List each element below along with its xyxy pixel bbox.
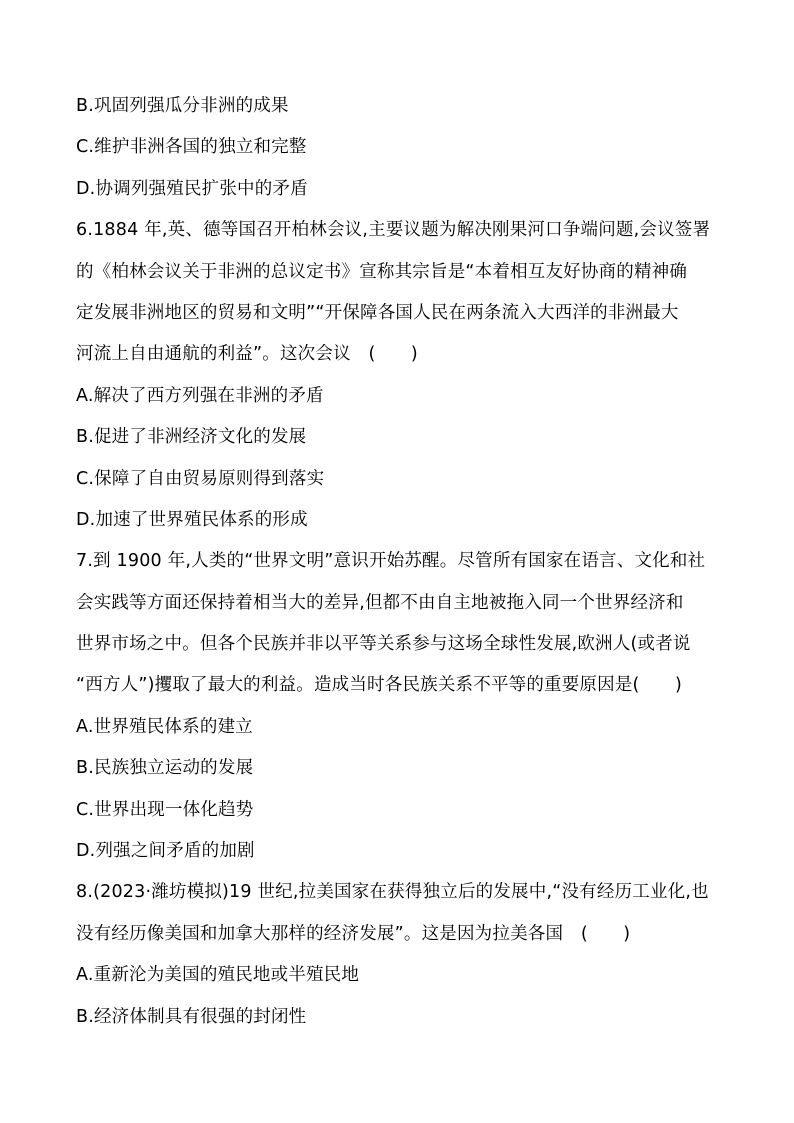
question-7-line-4: “西方人”)攫取了最大的利益。造成当时各民族关系不平等的重要原因是( ) bbox=[76, 675, 683, 696]
question-8-option-a: A.重新沦为美国的殖民地或半殖民地 bbox=[76, 965, 360, 986]
question-8-line-2: 没有经历像美国和加拿大那样的经济发展”。这是因为拉美各国 ( ) bbox=[76, 923, 631, 944]
question-7-option-d: D.列强之间矛盾的加剧 bbox=[76, 841, 255, 862]
option-6d-prev: D.协调列强殖民扩张中的矛盾 bbox=[76, 178, 308, 199]
question-6-option-c: C.保障了自由贸易原则得到落实 bbox=[76, 468, 325, 489]
question-8-line-1: 8.(2023·潍坊模拟)19 世纪,拉美国家在获得独立后的发展中,“没有经历工业化,也 bbox=[76, 882, 709, 903]
question-6-option-a: A.解决了西方列强在非洲的矛盾 bbox=[76, 385, 324, 406]
option-6c-prev: C.维护非洲各国的独立和完整 bbox=[76, 137, 307, 158]
document-page bbox=[76, 96, 726, 1027]
question-6-option-b: B.促进了非洲经济文化的发展 bbox=[76, 427, 307, 448]
question-6-line-1: 6.1884 年,英、德等国召开柏林会议,主要议题为解决刚果河口争端问题,会议签署 bbox=[76, 220, 711, 241]
question-7-option-b: B.民族独立运动的发展 bbox=[76, 758, 254, 779]
question-6-line-3: 定发展非洲地区的贸易和文明”“开保障各国人民在两条流入大西洋的非洲最大 bbox=[76, 302, 679, 323]
question-7-option-a: A.世界殖民体系的建立 bbox=[76, 716, 253, 737]
question-7-line-2: 会实践等方面还保持着相当大的差异,但都不由自主地被拖入同一个世界经济和 bbox=[76, 592, 684, 613]
question-6-line-2: 的《柏林会议关于非洲的总议定书》宣称其宗旨是“本着相互友好协商的精神确 bbox=[76, 261, 688, 282]
question-7-line-1: 7.到 1900 年,人类的“世界文明”意识开始苏醒。尽管所有国家在语言、文化和社 bbox=[76, 551, 706, 572]
question-7-option-c: C.世界出现一体化趋势 bbox=[76, 799, 254, 820]
question-7-line-3: 世界市场之中。但各个民族并非以平等关系参与这场全球性发展,欧洲人(或者说 bbox=[76, 634, 691, 655]
question-8-option-b: B.经济体制具有很强的封闭性 bbox=[76, 1006, 307, 1027]
question-6-line-4: 河流上自由通航的利益”。这次会议 ( ) bbox=[76, 344, 418, 365]
option-6b-prev: B.巩固列强瓜分非洲的成果 bbox=[76, 96, 289, 116]
question-6-option-d: D.加速了世界殖民体系的形成 bbox=[76, 509, 308, 530]
